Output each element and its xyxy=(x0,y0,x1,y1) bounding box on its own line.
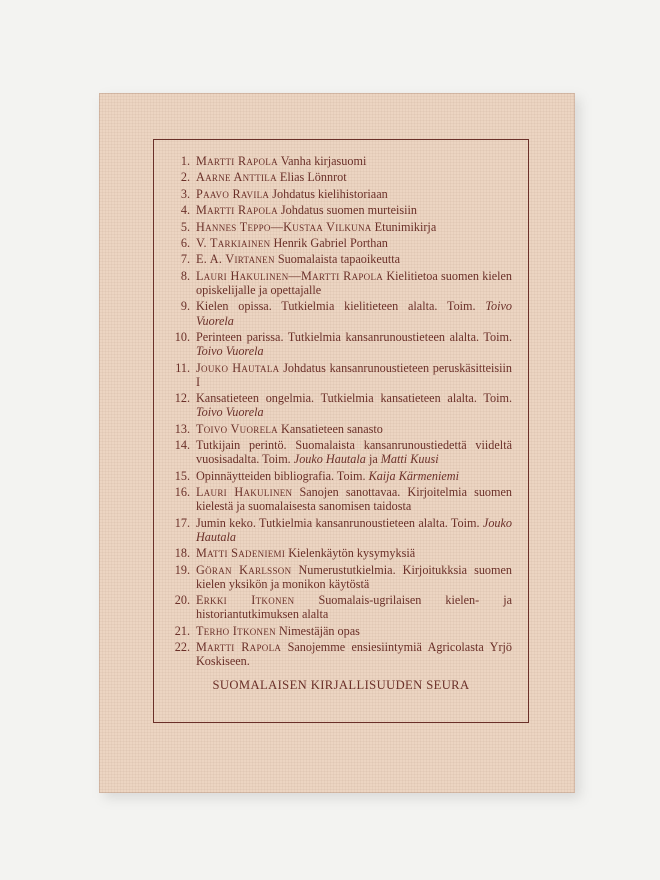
entry-text xyxy=(196,469,512,483)
series-entry xyxy=(162,422,512,436)
series-entry xyxy=(162,299,512,327)
entry-number: 3. xyxy=(180,186,190,201)
entry-title: Tutkijain perintö. Suomalaista kansanrunoustiedettä viideltä vuosisadalta. Toim. xyxy=(196,438,512,467)
entry-number: 10. xyxy=(174,329,190,344)
entry-author: Terho Itkonen xyxy=(196,623,276,638)
entry-number: 5. xyxy=(180,219,190,234)
entry-number: 17. xyxy=(174,515,190,530)
series-entry xyxy=(162,438,512,466)
series-entry xyxy=(162,469,512,483)
entry-number: 1. xyxy=(180,154,190,168)
entry-title: Sanojemme ensiesiintymiä Agricolasta Yrjö Koskiseen. xyxy=(196,640,512,669)
entry-title: Nimestäjän opas xyxy=(279,623,360,638)
entry-editor: Toivo Vuorela xyxy=(196,405,264,420)
entry-text xyxy=(196,170,512,184)
entry-text xyxy=(196,593,512,621)
entry-editor: Toivo Vuorela xyxy=(196,344,264,359)
series-entry xyxy=(162,269,512,297)
entry-title: Johdatus kansanrunoustieteen peruskäsitteisiin I xyxy=(196,360,513,389)
entry-text xyxy=(196,563,512,591)
entry-title: Kansatieteen sanasto xyxy=(281,421,383,436)
entry-title: Opinnäytteiden bibliografia. Toim. xyxy=(196,468,366,483)
entry-author: Göran Karlsson xyxy=(196,562,292,577)
entry-title: Sanojen sanottavaa. Kirjoitelmia suomen kielestä ja suomalaisesta sanomisen taidosta xyxy=(196,485,512,514)
series-entry xyxy=(162,593,512,621)
entry-author: Hannes Teppo—Kustaa Vilkuna xyxy=(196,219,372,234)
series-entry xyxy=(162,516,512,544)
entry-author: V. Tarkiainen xyxy=(196,235,271,250)
entry-title: Perinteen parissa. Tutkielmia kansanrunoustieteen alalta. Toim. xyxy=(196,329,512,344)
entry-text xyxy=(196,236,512,250)
entry-text xyxy=(196,361,512,389)
entry-title: Kielen opissa. Tutkielmia kielitieteen alalta. Toim. xyxy=(196,299,476,314)
entry-author: Aarne Anttila xyxy=(196,170,277,185)
entry-editor: Jouko Hautala xyxy=(196,515,513,544)
entry-number: 11. xyxy=(175,360,190,375)
entry-joiner: ja xyxy=(368,452,378,467)
series-entry xyxy=(162,187,512,201)
entry-author: Erkki Itkonen xyxy=(196,593,295,608)
entry-number: 16. xyxy=(174,485,190,500)
entry-number: 20. xyxy=(174,593,190,608)
series-entry xyxy=(162,203,512,217)
entry-text xyxy=(196,187,512,201)
entry-title: Johdatus suomen murteisiin xyxy=(280,203,418,218)
entry-title: Jumin keko. Tutkielmia kansanrunoustieteen alalta. Toim. xyxy=(196,515,480,530)
entry-number: 4. xyxy=(180,203,190,218)
entry-text xyxy=(196,252,512,266)
series-entry xyxy=(162,624,512,638)
entry-title: Kielitietoa suomen kielen opiskelijalle ja opettajalle xyxy=(196,268,513,297)
entry-text xyxy=(196,485,512,513)
entry-author: Toivo Vuorela xyxy=(196,421,278,436)
entry-author: Lauri Hakulinen—Martti Rapola xyxy=(196,268,384,283)
entry-title: Vanha kirjasuomi xyxy=(280,154,367,168)
entry-title: Henrik Gabriel Porthan xyxy=(273,235,388,250)
entry-number: 15. xyxy=(174,468,190,483)
entry-author: Jouko Hautala xyxy=(196,360,280,375)
entry-title: Kielenkäytön kysymyksiä xyxy=(288,546,416,561)
series-frame xyxy=(153,139,529,723)
entry-number: 12. xyxy=(174,391,190,406)
entry-title: Elias Lönnrot xyxy=(279,170,347,185)
series-entry xyxy=(162,546,512,560)
series-entry xyxy=(162,154,512,168)
entry-editor: Toivo Vuorela xyxy=(196,299,513,328)
entry-author: Lauri Hakulinen xyxy=(196,485,293,500)
entry-text xyxy=(196,269,512,297)
entry-number: 22. xyxy=(174,640,190,655)
entry-author: Martti Rapola xyxy=(196,203,278,218)
publisher-name: SUOMALAISEN KIRJALLISUUDEN SEURA xyxy=(212,678,470,692)
entry-number: 19. xyxy=(174,562,190,577)
entry-editor: Kaija Kärmeniemi xyxy=(368,468,459,483)
entry-title: Johdatus kielihistoriaan xyxy=(272,186,388,201)
entry-text xyxy=(196,391,512,419)
entry-number: 21. xyxy=(174,623,190,638)
entry-author: Matti Sadeniemi xyxy=(196,546,286,561)
series-entry xyxy=(162,236,512,250)
entry-text xyxy=(196,154,512,168)
entry-number: 2. xyxy=(180,170,190,185)
entry-number: 18. xyxy=(174,546,190,561)
series-entry xyxy=(162,563,512,591)
entry-number: 13. xyxy=(174,421,190,436)
entry-text xyxy=(196,516,512,544)
entry-number: 14. xyxy=(174,438,190,453)
entry-author: E. A. Virtanen xyxy=(196,252,275,267)
entry-author: Martti Rapola xyxy=(196,640,282,655)
entry-title: Etunimikirja xyxy=(374,219,437,234)
entry-number: 6. xyxy=(180,235,190,250)
entry-author: Paavo Ravila xyxy=(196,186,270,201)
book-back-cover xyxy=(99,93,575,793)
entry-text xyxy=(196,299,512,327)
entry-text xyxy=(196,546,512,560)
series-entry xyxy=(162,330,512,358)
entry-number: 7. xyxy=(180,252,190,267)
entry-text xyxy=(196,422,512,436)
entry-text xyxy=(196,330,512,358)
entry-text xyxy=(196,640,512,668)
entry-author: Martti Rapola xyxy=(196,154,278,168)
entry-text xyxy=(196,624,512,638)
series-list xyxy=(162,154,512,671)
series-entry xyxy=(162,361,512,389)
entry-editor: Jouko Hautala xyxy=(293,452,366,467)
entry-title: Suomalais-ugrilaisen kielen- ja historiantutkimuksen alalta xyxy=(196,593,512,622)
series-entry xyxy=(162,640,512,668)
entry-editor: Matti Kuusi xyxy=(380,452,439,467)
entry-title: Suomalaista tapaoikeutta xyxy=(277,252,401,267)
entry-number: 9. xyxy=(180,299,190,314)
entry-title: Numerustutkielmia. Kirjoitukksia suomen kielen yksikön ja monikon käytöstä xyxy=(196,562,512,591)
series-entry xyxy=(162,170,512,184)
series-entry xyxy=(162,252,512,266)
entry-title: Kansatieteen ongelmia. Tutkielmia kansatieteen alalta. Toim. xyxy=(196,391,512,406)
entry-text xyxy=(196,438,512,466)
series-entry xyxy=(162,391,512,419)
series-entry xyxy=(162,220,512,234)
entry-text xyxy=(196,203,512,217)
entry-text xyxy=(196,220,512,234)
entry-number: 8. xyxy=(180,268,190,283)
series-entry xyxy=(162,485,512,513)
